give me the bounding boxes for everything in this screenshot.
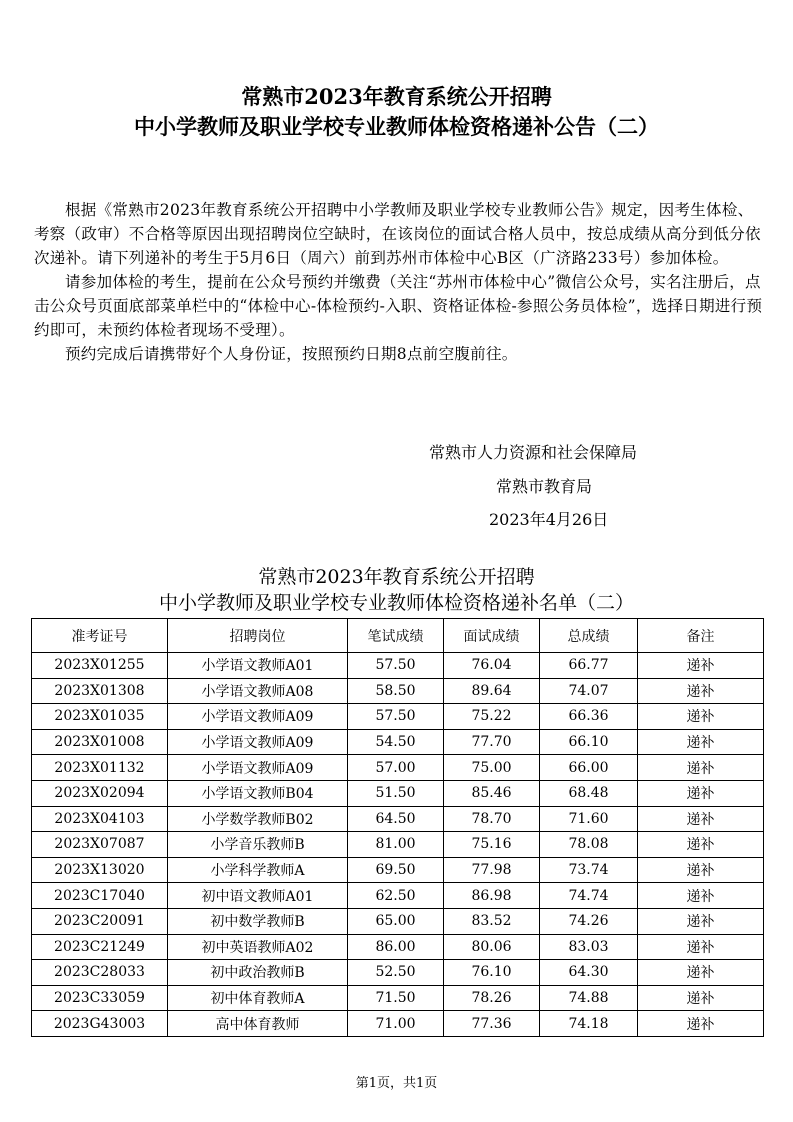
written-score-cell: 51.50 — [348, 780, 444, 806]
table-header-row — [32, 619, 764, 653]
position-cell: 初中体育教师A — [168, 985, 348, 1011]
written-score-cell: 57.00 — [348, 755, 444, 781]
position-cell: 高中体育教师 — [168, 1011, 348, 1037]
position-cell: 小学语文教师A09 — [168, 704, 348, 730]
exam-id-cell: 2023C28033 — [32, 960, 168, 986]
table-row — [32, 780, 764, 806]
interview-score-cell: 77.98 — [444, 857, 540, 883]
exam-id-cell: 2023C21249 — [32, 934, 168, 960]
table-row — [32, 908, 764, 934]
total-score-cell: 71.60 — [540, 806, 638, 832]
total-score-cell: 73.74 — [540, 857, 638, 883]
interview-score-cell: 76.10 — [444, 960, 540, 986]
notice-title-line2: 中小学教师及职业学校专业教师体检资格递补公告（二） — [134, 114, 659, 139]
remarks-cell: 递补 — [638, 806, 764, 832]
table-row — [32, 960, 764, 986]
interview-score-cell: 78.26 — [444, 985, 540, 1011]
remarks-cell: 递补 — [638, 985, 764, 1011]
remarks-cell: 递补 — [638, 678, 764, 704]
candidate-table — [31, 618, 764, 1037]
position-cell: 小学语文教师B04 — [168, 780, 348, 806]
signature-date: 2023年4月26日 — [489, 510, 609, 529]
total-score-cell: 74.74 — [540, 883, 638, 909]
interview-score-cell: 80.06 — [444, 934, 540, 960]
remarks-cell: 递补 — [638, 857, 764, 883]
total-score-cell: 78.08 — [540, 832, 638, 858]
exam-id-cell: 2023X01132 — [32, 755, 168, 781]
total-score-cell: 66.36 — [540, 704, 638, 730]
interview-score-cell: 85.46 — [444, 780, 540, 806]
interview-score-cell: 77.70 — [444, 729, 540, 755]
exam-id-cell: 2023X13020 — [32, 857, 168, 883]
position-cell: 小学语文教师A01 — [168, 653, 348, 679]
total-score-cell: 66.77 — [540, 653, 638, 679]
exam-id-cell: 2023C17040 — [32, 883, 168, 909]
exam-id-cell: 2023X01255 — [32, 653, 168, 679]
total-score-cell: 68.48 — [540, 780, 638, 806]
written-score-cell: 71.00 — [348, 1011, 444, 1037]
table-row — [32, 678, 764, 704]
exam-id-cell: 2023X01008 — [32, 729, 168, 755]
remarks-cell: 递补 — [638, 908, 764, 934]
written-score-cell: 54.50 — [348, 729, 444, 755]
notice-title-line1: 常熟市2023年教育系统公开招聘 — [241, 84, 552, 109]
page-footer: 第1页，共1页 — [355, 1076, 438, 1091]
table-row — [32, 755, 764, 781]
exam-id-cell: 2023C33059 — [32, 985, 168, 1011]
written-score-cell: 86.00 — [348, 934, 444, 960]
remarks-cell: 递补 — [638, 883, 764, 909]
signature-org-hr: 常熟市人力资源和社会保障局 — [429, 443, 638, 462]
table-row — [32, 1011, 764, 1037]
interview-score-cell: 83.52 — [444, 908, 540, 934]
notice-body — [34, 198, 766, 366]
exam-id-cell: 2023X02094 — [32, 780, 168, 806]
interview-score-cell: 75.16 — [444, 832, 540, 858]
written-score-cell: 57.50 — [348, 704, 444, 730]
interview-score-cell: 86.98 — [444, 883, 540, 909]
exam-id-cell: 2023X01035 — [32, 704, 168, 730]
header-remarks: 备注 — [638, 619, 764, 653]
header-exam-id: 准考证号 — [32, 619, 168, 653]
exam-id-cell: 2023X01308 — [32, 678, 168, 704]
header-position: 招聘岗位 — [168, 619, 348, 653]
table-row — [32, 729, 764, 755]
position-cell: 小学语文教师A09 — [168, 729, 348, 755]
total-score-cell: 64.30 — [540, 960, 638, 986]
interview-score-cell: 89.64 — [444, 678, 540, 704]
total-score-cell: 83.03 — [540, 934, 638, 960]
exam-id-cell: 2023X07087 — [32, 832, 168, 858]
table-row — [32, 985, 764, 1011]
remarks-cell: 递补 — [638, 1011, 764, 1037]
table-row — [32, 653, 764, 679]
table-row — [32, 704, 764, 730]
total-score-cell: 74.07 — [540, 678, 638, 704]
table-body — [32, 653, 764, 1037]
header-total-score: 总成绩 — [540, 619, 638, 653]
interview-score-cell: 77.36 — [444, 1011, 540, 1037]
paragraph-instructions: 预约完成后请携带好个人身份证，按照预约日期8点前空腹前往。 — [65, 345, 518, 363]
table-row — [32, 806, 764, 832]
position-cell: 初中数学教师B — [168, 908, 348, 934]
interview-score-cell: 75.22 — [444, 704, 540, 730]
remarks-cell: 递补 — [638, 960, 764, 986]
position-cell: 小学音乐教师B — [168, 832, 348, 858]
list-title-line1: 常熟市2023年教育系统公开招聘 — [258, 566, 535, 588]
table-row — [32, 832, 764, 858]
written-score-cell: 65.00 — [348, 908, 444, 934]
total-score-cell: 66.10 — [540, 729, 638, 755]
remarks-cell: 递补 — [638, 755, 764, 781]
interview-score-cell: 78.70 — [444, 806, 540, 832]
position-cell: 初中语文教师A01 — [168, 883, 348, 909]
total-score-cell: 74.26 — [540, 908, 638, 934]
table-row — [32, 857, 764, 883]
total-score-cell: 66.00 — [540, 755, 638, 781]
remarks-cell: 递补 — [638, 653, 764, 679]
exam-id-cell: 2023G43003 — [32, 1011, 168, 1037]
position-cell: 小学数学教师B02 — [168, 806, 348, 832]
remarks-cell: 递补 — [638, 780, 764, 806]
position-cell: 初中英语教师A02 — [168, 934, 348, 960]
table-row — [32, 934, 764, 960]
table-row — [32, 883, 764, 909]
exam-id-cell: 2023C20091 — [32, 908, 168, 934]
paragraph-booking: 请参加体检的考生，提前在公众号预约并缴费（关注“苏州市体检中心”微信公众号，实名注册后，点击公众号页面底部菜单栏中的“体检中心-体检预约-入职、资格证体检-参照公务员体检”，选择日期进行预约即可，未预约体检者现场不受理）。 — [34, 273, 763, 339]
header-interview-score: 面试成绩 — [444, 619, 540, 653]
paragraph-rules: 根据《常熟市2023年教育系统公开招聘中小学教师及职业学校专业教师公告》规定，因考生体检、考察（政审）不合格等原因出现招聘岗位空缺时，在该岗位的面试合格人员中，按总成绩从高分到低分依次递补。请下列递补的考生于5月6日（周六）前到苏州市体检中心B区（广济路233号）参加体检。 — [34, 201, 761, 267]
written-score-cell: 81.00 — [348, 832, 444, 858]
interview-score-cell: 76.04 — [444, 653, 540, 679]
written-score-cell: 62.50 — [348, 883, 444, 909]
remarks-cell: 递补 — [638, 729, 764, 755]
remarks-cell: 递补 — [638, 832, 764, 858]
remarks-cell: 递补 — [638, 934, 764, 960]
total-score-cell: 74.18 — [540, 1011, 638, 1037]
position-cell: 小学语文教师A08 — [168, 678, 348, 704]
written-score-cell: 64.50 — [348, 806, 444, 832]
written-score-cell: 71.50 — [348, 985, 444, 1011]
position-cell: 小学语文教师A09 — [168, 755, 348, 781]
written-score-cell: 57.50 — [348, 653, 444, 679]
interview-score-cell: 75.00 — [444, 755, 540, 781]
position-cell: 小学科学教师A — [168, 857, 348, 883]
written-score-cell: 58.50 — [348, 678, 444, 704]
written-score-cell: 52.50 — [348, 960, 444, 986]
list-title-line2: 中小学教师及职业学校专业教师体检资格递补名单（二） — [158, 592, 634, 614]
exam-id-cell: 2023X04103 — [32, 806, 168, 832]
remarks-cell: 递补 — [638, 704, 764, 730]
written-score-cell: 69.50 — [348, 857, 444, 883]
position-cell: 初中政治教师B — [168, 960, 348, 986]
total-score-cell: 74.88 — [540, 985, 638, 1011]
header-written-score: 笔试成绩 — [348, 619, 444, 653]
signature-org-education: 常熟市教育局 — [496, 477, 593, 496]
